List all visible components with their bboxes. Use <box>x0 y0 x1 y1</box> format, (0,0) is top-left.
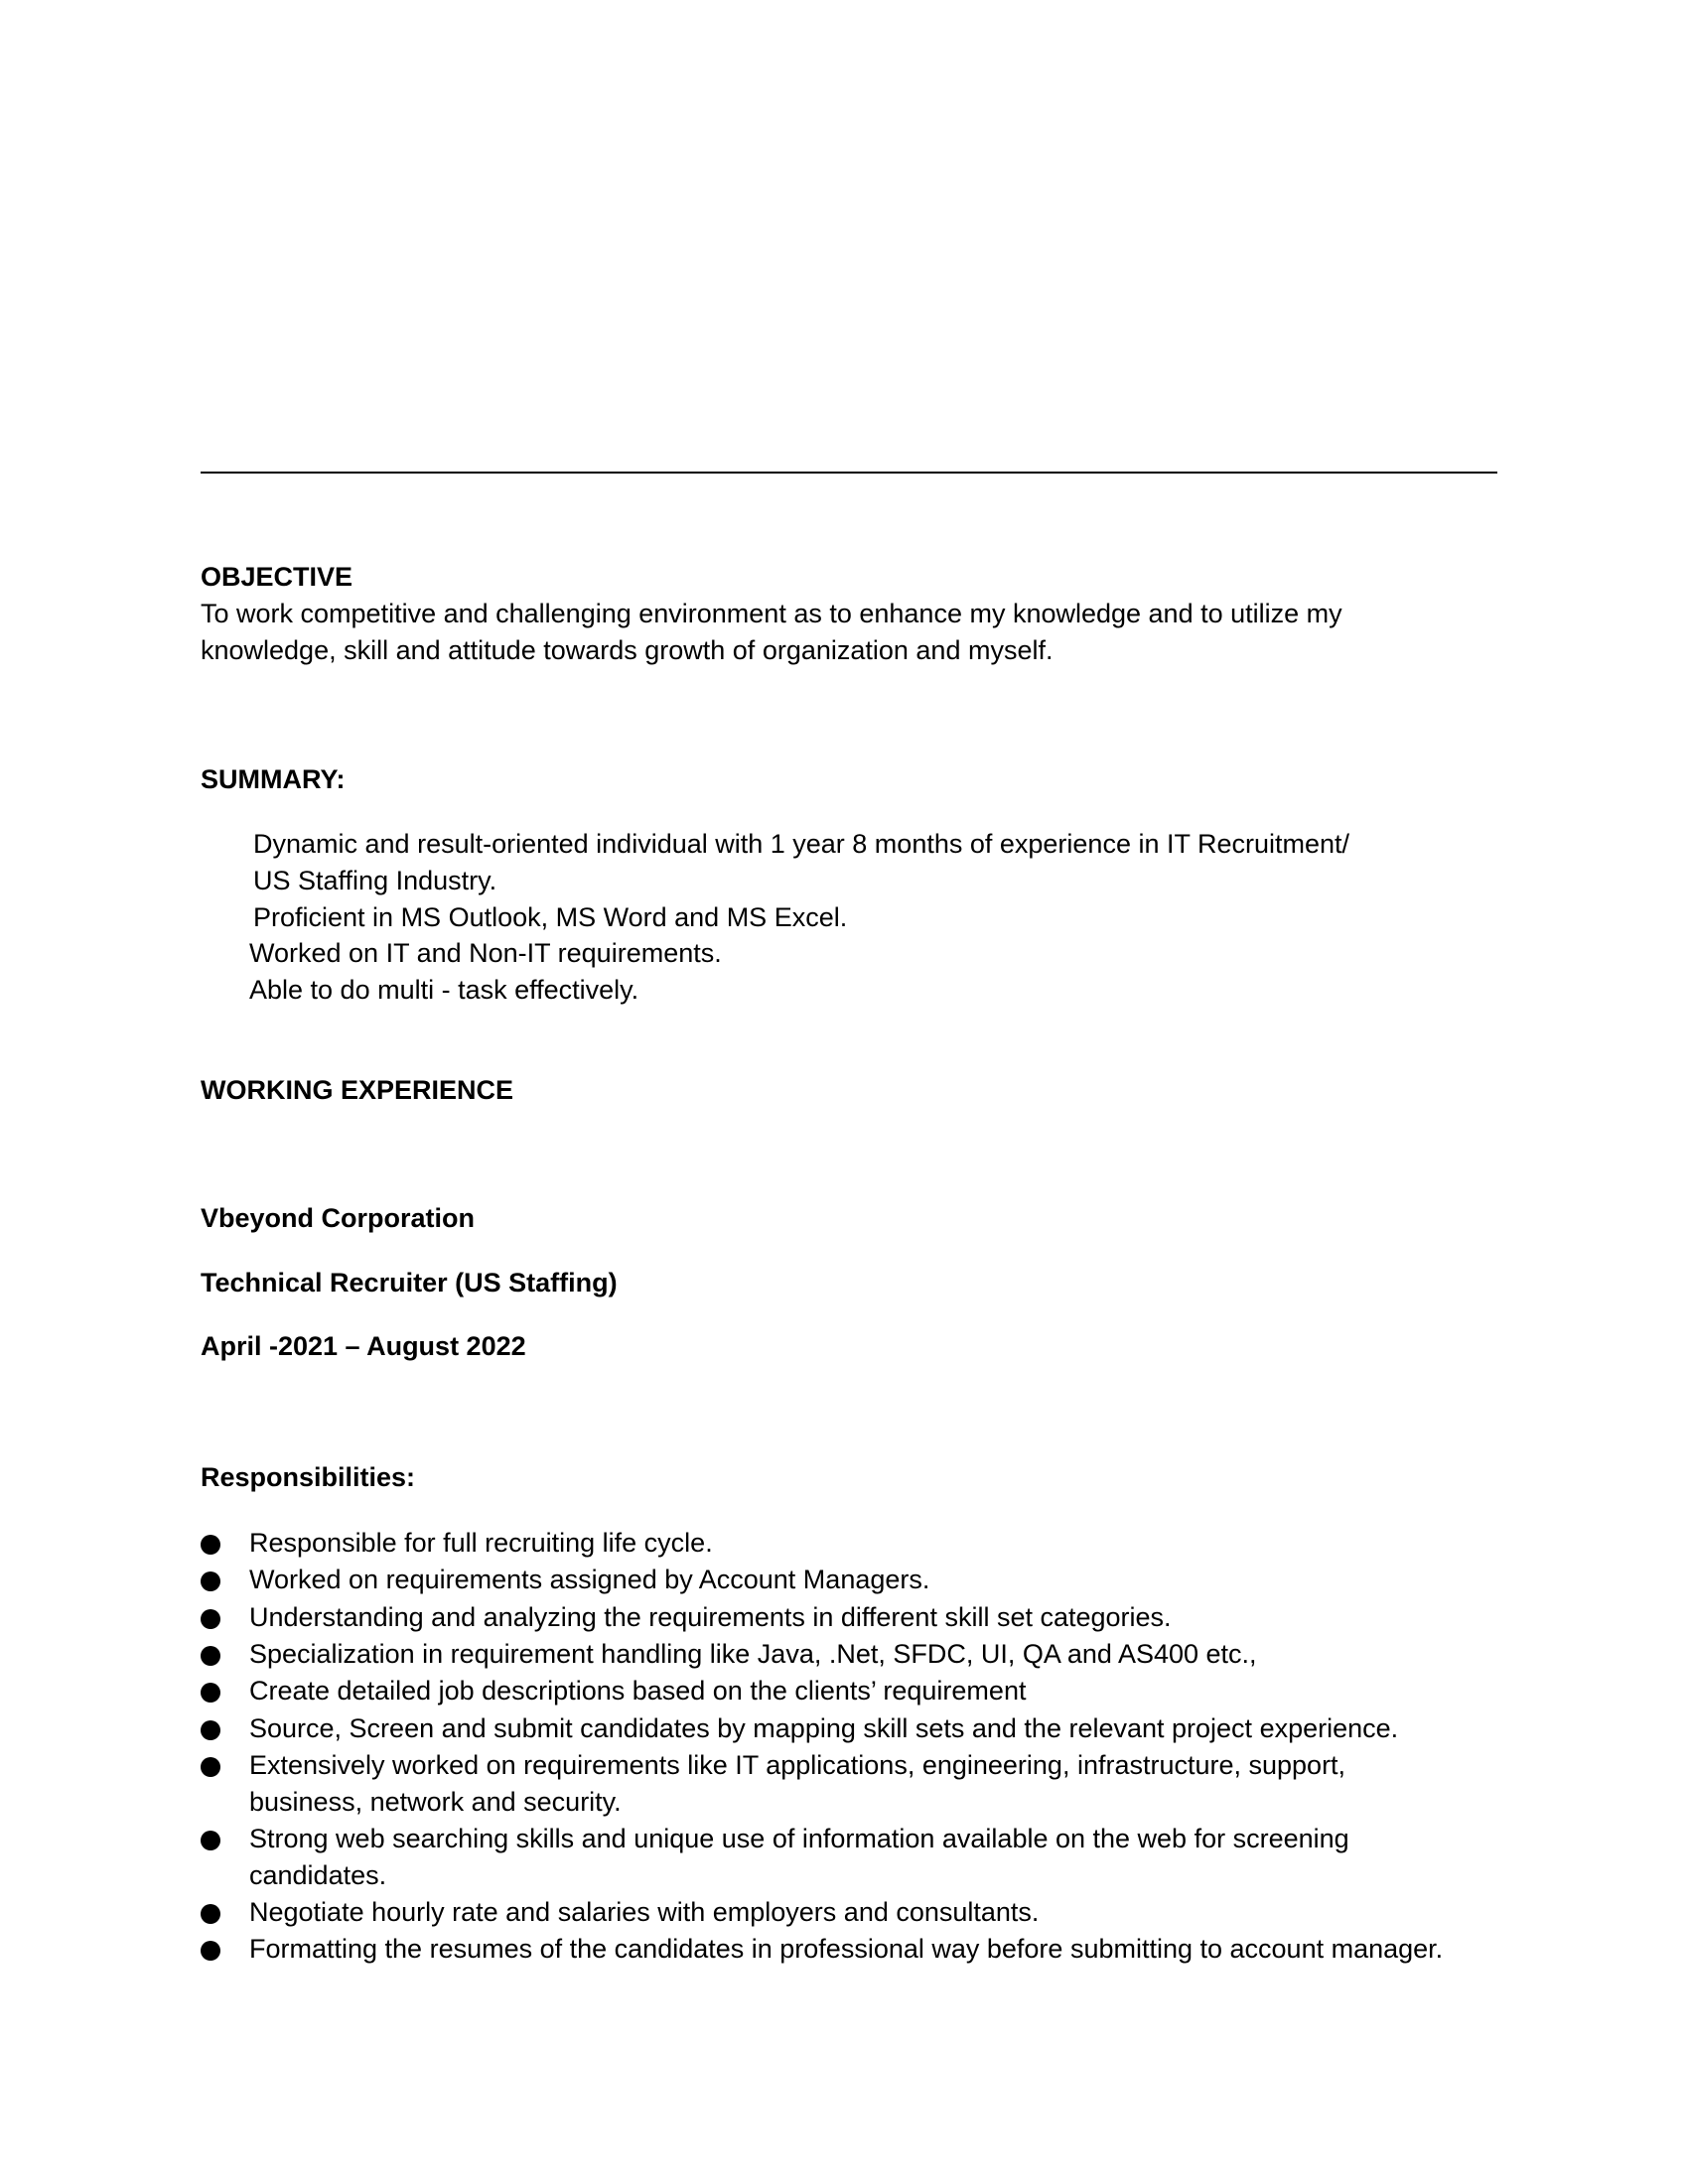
bullet-icon <box>201 1609 220 1629</box>
list-item-text: Extensively worked on requirements like IT applications, engineering, infrastructure, support, <box>249 1750 1346 1780</box>
bullet-icon <box>201 1683 220 1703</box>
summary-line-4: Worked on IT and Non-IT requirements. <box>249 938 722 968</box>
bullet-icon <box>201 1571 220 1591</box>
list-item-text: Create detailed job descriptions based on the clients’ requirement <box>249 1676 1027 1706</box>
list-item-text: Specialization in requirement handling like Java, .Net, SFDC, UI, QA and AS400 etc., <box>249 1639 1257 1669</box>
company-name: Vbeyond Corporation <box>201 1203 475 1233</box>
experience-heading: WORKING EXPERIENCE <box>201 1075 514 1105</box>
list-item-text: Worked on requirements assigned by Account Managers. <box>249 1565 930 1594</box>
list-item-text: Strong web searching skills and unique use of information available on the web for screening <box>249 1824 1349 1853</box>
summary-heading: SUMMARY: <box>201 764 346 794</box>
list-item-text-continued: candidates. <box>249 1860 387 1890</box>
summary-line-1: Dynamic and result-oriented individual with 1 year 8 months of experience in IT Recruitment/ <box>253 829 1350 859</box>
bullet-icon <box>201 1904 220 1924</box>
bullet-icon <box>201 1535 220 1555</box>
objective-text-line-1: To work competitive and challenging environment as to enhance my knowledge and to utilize my <box>201 599 1342 628</box>
header-divider <box>201 472 1497 474</box>
job-title: Technical Recruiter (US Staffing) <box>201 1268 618 1297</box>
responsibilities-heading: Responsibilities: <box>201 1462 416 1492</box>
employment-dates: April -2021 – August 2022 <box>201 1331 526 1361</box>
bullet-icon <box>201 1941 220 1961</box>
list-item-text-continued: business, network and security. <box>249 1787 622 1817</box>
bullet-icon <box>201 1831 220 1850</box>
list-item-text: Source, Screen and submit candidates by mapping skill sets and the relevant project experience. <box>249 1713 1399 1743</box>
list-item-text: Understanding and analyzing the requirements in different skill set categories. <box>249 1602 1172 1632</box>
summary-line-3: Proficient in MS Outlook, MS Word and MS Excel. <box>253 902 848 932</box>
list-item-text: Formatting the resumes of the candidates in professional way before submitting to account manager. <box>249 1934 1444 1964</box>
summary-line-5: Able to do multi - task effectively. <box>249 975 639 1005</box>
list-item-text: Responsible for full recruiting life cycle. <box>249 1528 713 1558</box>
objective-text-line-2: knowledge, skill and attitude towards growth of organization and myself. <box>201 635 1054 665</box>
summary-line-2: US Staffing Industry. <box>253 866 497 895</box>
bullet-icon <box>201 1646 220 1666</box>
bullet-icon <box>201 1720 220 1740</box>
objective-heading: OBJECTIVE <box>201 562 353 592</box>
list-item-text: Negotiate hourly rate and salaries with employers and consultants. <box>249 1897 1040 1927</box>
bullet-icon <box>201 1757 220 1777</box>
